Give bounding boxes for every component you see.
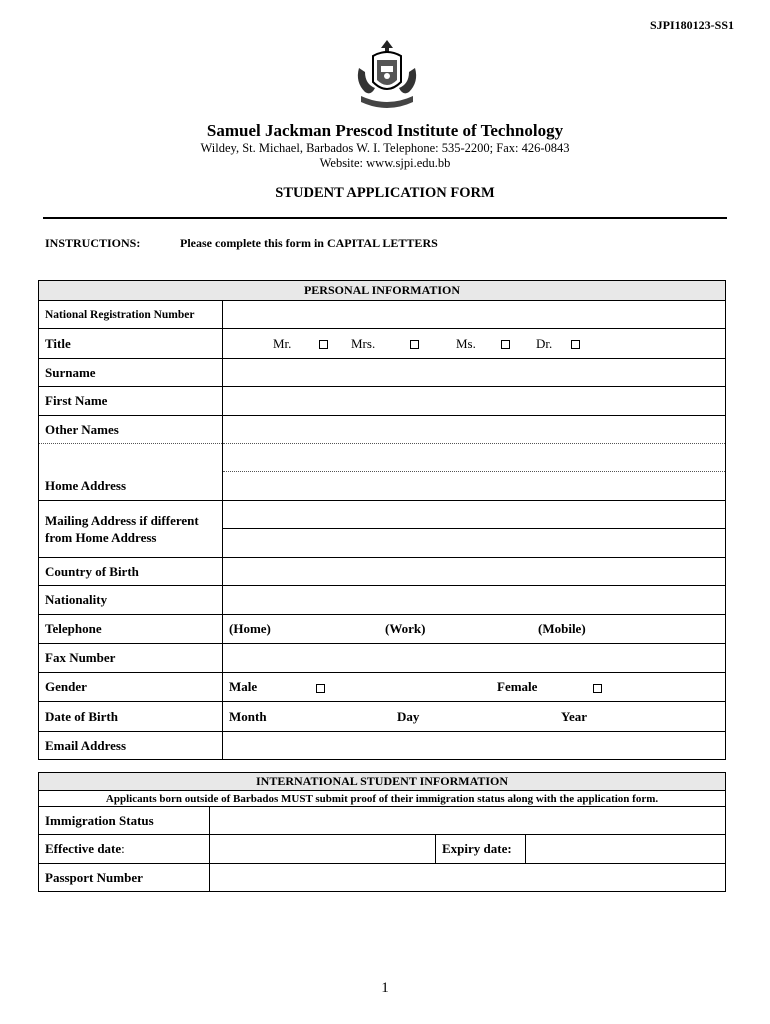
fax-label: Fax Number xyxy=(39,644,223,673)
gender-label: Gender xyxy=(39,673,223,702)
mailing-address-label: Mailing Address if different from Home Address xyxy=(39,501,223,558)
gender-male-checkbox[interactable] xyxy=(316,679,325,695)
home-address-field-2[interactable] xyxy=(223,472,726,501)
checkbox-icon xyxy=(319,340,328,349)
checkbox-icon xyxy=(410,340,419,349)
title-ms-label: Ms. xyxy=(456,335,476,351)
title-dr-checkbox[interactable] xyxy=(571,336,580,352)
passport-number-label: Passport Number xyxy=(39,864,210,892)
national-reg-label: National Registration Number xyxy=(39,301,223,329)
instructions-text: Please complete this form in CAPITAL LETTERS xyxy=(180,236,438,250)
title-ms-checkbox[interactable] xyxy=(501,336,510,352)
fax-field[interactable] xyxy=(223,644,726,673)
gender-male-label: Male xyxy=(229,679,258,694)
personal-section-title: PERSONAL INFORMATION xyxy=(39,281,726,301)
checkbox-icon xyxy=(501,340,510,349)
title-mr-label: Mr. xyxy=(273,335,292,351)
nationality-label: Nationality xyxy=(39,586,223,615)
institution-website: Website: www.sjpi.edu.bb xyxy=(319,156,451,170)
personal-info-table xyxy=(38,280,726,760)
telephone-field[interactable] xyxy=(223,615,726,644)
surname-label: Surname xyxy=(39,359,223,387)
instructions-label: INSTRUCTIONS: xyxy=(45,236,141,250)
tel-home-label: (Home) xyxy=(229,621,271,636)
title-dr-label: Dr. xyxy=(536,335,553,351)
national-reg-field[interactable] xyxy=(223,301,726,329)
email-label: Email Address xyxy=(39,732,223,760)
gender-female-label: Female xyxy=(497,679,538,694)
country-of-birth-label: Country of Birth xyxy=(39,558,223,586)
dob-month-label: Month xyxy=(229,708,267,724)
dob-field[interactable] xyxy=(223,702,726,732)
dob-day-label: Day xyxy=(397,708,420,724)
document-code: SJPI180123-SS1 xyxy=(649,18,734,32)
checkbox-icon xyxy=(571,340,580,349)
telephone-label: Telephone xyxy=(39,615,223,644)
expiry-date-label: Expiry date: xyxy=(436,835,526,864)
tel-work-label: (Work) xyxy=(385,621,426,636)
dob-label: Date of Birth xyxy=(39,702,223,732)
page-number: 1 xyxy=(381,980,389,996)
passport-number-field[interactable] xyxy=(210,864,726,892)
home-address-label: Home Address xyxy=(39,444,223,501)
header-divider xyxy=(43,217,727,219)
email-field[interactable] xyxy=(223,732,726,760)
other-names-label: Other Names xyxy=(39,416,223,444)
immigration-status-field[interactable] xyxy=(210,807,726,835)
institution-address: Wildey, St. Michael, Barbados W. I. Telephone: 535-2200; Fax: 426-0843 xyxy=(200,141,570,155)
gender-female-checkbox[interactable] xyxy=(593,679,602,695)
gender-options xyxy=(223,673,726,702)
institution-name: Samuel Jackman Prescod Institute of Technology xyxy=(206,121,564,140)
crest-icon xyxy=(351,38,423,112)
mailing-address-field-1[interactable] xyxy=(223,501,726,529)
country-of-birth-field[interactable] xyxy=(223,558,726,586)
title-label: Title xyxy=(39,329,223,359)
mailing-address-field-2[interactable] xyxy=(223,529,726,558)
home-address-field-1[interactable] xyxy=(223,444,726,472)
first-name-label: First Name xyxy=(39,387,223,416)
effective-date-field[interactable] xyxy=(210,835,436,864)
title-mr-checkbox[interactable] xyxy=(319,336,328,352)
international-note: Applicants born outside of Barbados MUST submit proof of their immigration status along with the application form. xyxy=(39,791,726,807)
first-name-field[interactable] xyxy=(223,387,726,416)
form-title: STUDENT APPLICATION FORM xyxy=(275,185,495,201)
title-mrs-checkbox[interactable] xyxy=(410,336,419,352)
international-info-table xyxy=(38,772,726,892)
dob-year-label: Year xyxy=(561,708,587,724)
tel-mobile-label: (Mobile) xyxy=(538,621,586,636)
title-mrs-label: Mrs. xyxy=(351,335,376,351)
surname-field[interactable] xyxy=(223,359,726,387)
other-names-field[interactable] xyxy=(223,416,726,444)
title-options xyxy=(223,329,726,359)
checkbox-icon xyxy=(316,684,325,693)
international-section-title: INTERNATIONAL STUDENT INFORMATION xyxy=(39,773,726,791)
expiry-date-field[interactable] xyxy=(526,835,726,864)
immigration-status-label: Immigration Status xyxy=(39,807,210,835)
checkbox-icon xyxy=(593,684,602,693)
effective-date-label: Effective date: xyxy=(39,835,210,864)
nationality-field[interactable] xyxy=(223,586,726,615)
